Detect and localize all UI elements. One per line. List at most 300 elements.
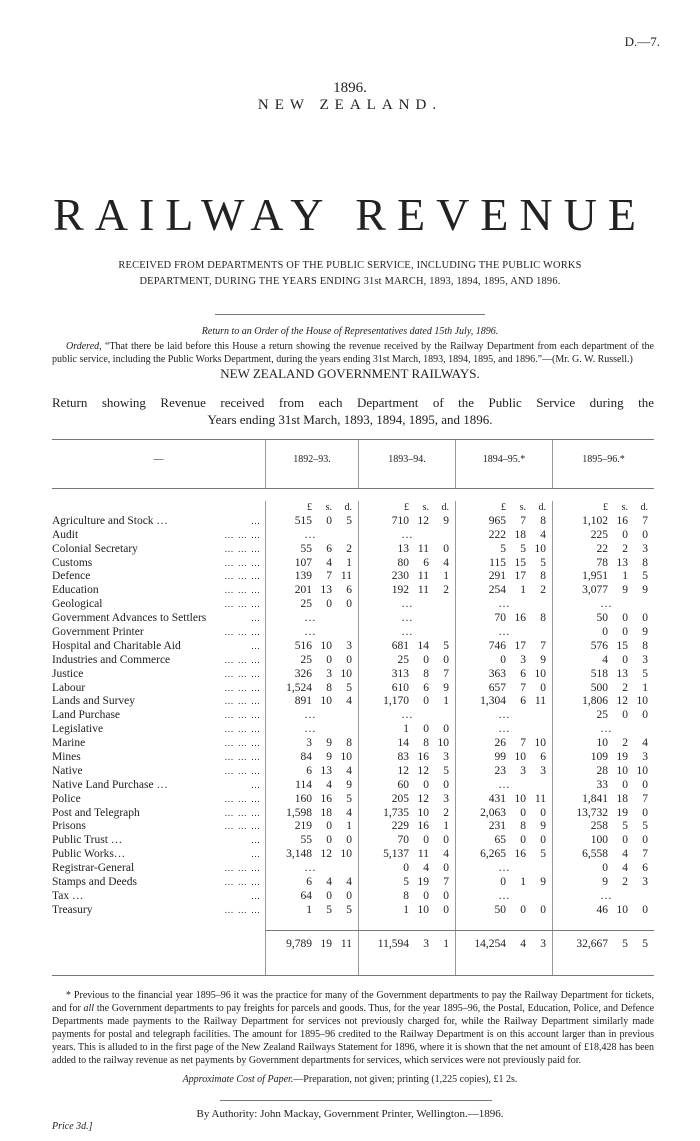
pence: 3	[642, 876, 648, 889]
amount-cell	[552, 918, 654, 930]
pence: 5	[540, 848, 546, 861]
pounds: 0	[500, 653, 506, 666]
table-row	[52, 876, 654, 890]
amount-cell	[552, 820, 654, 834]
pence: 10	[534, 667, 546, 680]
row-label	[52, 876, 265, 890]
amount-cell	[358, 501, 455, 515]
table-row	[52, 890, 654, 904]
pounds: 80	[397, 556, 409, 569]
pounds: 746	[488, 639, 506, 652]
shillings: 4	[423, 862, 429, 875]
department-name: Audit	[52, 528, 79, 541]
amount-cell	[358, 737, 455, 751]
row-label	[52, 654, 265, 668]
row-label	[52, 543, 265, 557]
pence: 8	[540, 514, 546, 527]
pounds: 431	[488, 792, 506, 805]
pence: 4	[642, 737, 648, 750]
empty-value: …	[600, 723, 612, 736]
shillings: 13	[320, 584, 332, 597]
amount-cell	[552, 515, 654, 529]
amount-cell	[455, 723, 552, 737]
shillings: 0	[326, 653, 332, 666]
amount-cell	[358, 557, 455, 571]
pounds: 1,598	[286, 806, 312, 819]
table-row	[52, 640, 654, 654]
department-name: Hospital and Charitable Aid	[52, 639, 181, 652]
divider	[220, 1100, 492, 1101]
amount-cell	[552, 598, 654, 612]
shillings: 10	[320, 639, 332, 652]
shillings: 15	[514, 556, 526, 569]
pounds: 518	[590, 667, 608, 680]
leader-dots: … … …	[224, 668, 261, 679]
empty-value	[462, 955, 546, 975]
pence: 5	[642, 667, 648, 680]
pounds: 114	[295, 778, 312, 791]
amount-cell	[552, 543, 654, 557]
pence: 5	[346, 514, 352, 527]
shillings: 2	[622, 737, 628, 750]
shillings: 0	[622, 626, 628, 639]
row-label	[52, 584, 265, 598]
table-row	[52, 515, 654, 529]
pence: 0	[346, 834, 352, 847]
leader-dots: … … …	[224, 904, 261, 915]
section-title: NEW ZEALAND GOVERNMENT RAILWAYS.	[220, 366, 480, 381]
pounds: 70	[397, 834, 409, 847]
pounds: 515	[294, 514, 312, 527]
pence: 9	[346, 778, 352, 791]
column-header: 1894–95.*	[455, 440, 552, 488]
shillings: 0	[326, 598, 332, 611]
table-row	[52, 557, 654, 571]
pounds: 229	[391, 820, 409, 833]
shillings: 12	[320, 848, 332, 861]
pounds: 222	[488, 528, 506, 541]
pence: 5	[346, 903, 352, 916]
cost-of-paper	[0, 1073, 700, 1086]
amount-cell	[265, 931, 358, 955]
pence: 4	[346, 806, 352, 819]
table-row	[52, 834, 654, 848]
pounds: 1,841	[582, 792, 608, 805]
row-label	[52, 820, 265, 834]
amount-cell	[358, 918, 455, 930]
row-label	[52, 709, 265, 723]
amount-cell	[455, 695, 552, 709]
amount-cell	[552, 876, 654, 890]
shillings: 9	[622, 584, 628, 597]
pounds: 6,558	[582, 848, 608, 861]
amount-cell	[455, 955, 552, 975]
amount-cell	[552, 501, 654, 515]
pence: 11	[340, 570, 352, 583]
shillings: 16	[417, 751, 429, 764]
shillings: 14	[417, 639, 429, 652]
amount-cell	[265, 904, 358, 918]
pence: 1	[443, 820, 449, 833]
pence: 1	[443, 570, 449, 583]
footnote	[52, 989, 654, 1067]
pounds: 25	[397, 653, 409, 666]
pounds: 60	[397, 778, 409, 791]
amount-cell	[455, 876, 552, 890]
leader-dots: … … …	[224, 557, 261, 568]
amount-cell	[552, 612, 654, 626]
pence: 10	[340, 667, 352, 680]
shillings: 17	[514, 570, 526, 583]
pence: 2	[346, 542, 352, 555]
row-label	[52, 529, 265, 543]
subtitle-line-2: DEPARTMENT, DURING THE YEARS ENDING 31st MARCH, 1893, 1894, 1895, AND 1896.	[139, 276, 561, 287]
pounds: 5	[403, 876, 409, 889]
pounds: 1,102	[582, 514, 608, 527]
pounds: 22	[596, 542, 608, 555]
shillings: 13	[616, 667, 628, 680]
amount-cell	[455, 834, 552, 848]
shillings: 4	[622, 862, 628, 875]
row-label	[52, 501, 265, 515]
department-name: Agriculture and Stock …	[52, 514, 168, 527]
row-label	[52, 598, 265, 612]
amount-cell	[358, 862, 455, 876]
empty-value	[365, 955, 449, 975]
pounds: 83	[397, 751, 409, 764]
amount-cell	[455, 779, 552, 793]
amount-cell	[265, 501, 358, 515]
leader-dots: … … …	[224, 821, 261, 832]
amount-cell	[455, 709, 552, 723]
table-row	[52, 654, 654, 668]
pounds: 13	[397, 542, 409, 555]
shillings: 11	[417, 848, 429, 861]
amount-cell	[265, 682, 358, 696]
row-label	[52, 557, 265, 571]
table-row	[52, 584, 654, 598]
table-row	[52, 820, 654, 834]
shillings: 16	[616, 514, 628, 527]
pence: 6	[642, 862, 648, 875]
department-name: Legislative	[52, 723, 104, 736]
shillings: 7	[520, 514, 526, 527]
table-bottom-rule	[52, 975, 654, 976]
unit-label: d.	[640, 502, 648, 513]
pounds: 160	[294, 792, 312, 805]
header-rule	[52, 488, 654, 489]
pence: 0	[443, 542, 449, 555]
pounds: 3,077	[582, 584, 608, 597]
amount-cell	[455, 820, 552, 834]
pence: 3	[443, 792, 449, 805]
department-name: Government Printer	[52, 626, 144, 639]
amount-cell	[552, 737, 654, 751]
pence: 7	[642, 792, 648, 805]
pence: 6	[540, 751, 546, 764]
pence: 10	[534, 737, 546, 750]
pence: 5	[642, 570, 648, 583]
table-row	[52, 570, 654, 584]
row-label	[52, 612, 265, 626]
shillings: 10	[616, 903, 628, 916]
amount-cell	[552, 570, 654, 584]
amount-cell	[455, 515, 552, 529]
amount-cell	[455, 654, 552, 668]
table-row	[52, 709, 654, 723]
amount-cell	[552, 890, 654, 904]
amount-cell	[552, 529, 654, 543]
table-row	[52, 695, 654, 709]
pounds: 1	[403, 723, 409, 736]
pence: 5	[540, 556, 546, 569]
amount-cell	[358, 765, 455, 779]
amount-cell	[265, 709, 358, 723]
empty-value: …	[401, 626, 413, 639]
shillings: 18	[514, 528, 526, 541]
shillings: 6	[520, 667, 526, 680]
shillings: 12	[417, 792, 429, 805]
leader-dots: …	[251, 835, 261, 846]
shillings: 0	[423, 778, 429, 791]
amount-cell	[552, 709, 654, 723]
shillings: 7	[520, 681, 526, 694]
shillings: 10	[514, 792, 526, 805]
amount-cell	[552, 751, 654, 765]
table-row	[52, 682, 654, 696]
amount-cell	[455, 793, 552, 807]
empty-value	[564, 918, 648, 930]
department-name: Stamps and Deeds	[52, 876, 137, 889]
shillings: 5	[326, 903, 332, 916]
amount-cell	[455, 751, 552, 765]
amount-cell	[358, 876, 455, 890]
empty-value: …	[304, 528, 316, 541]
amount-cell	[265, 515, 358, 529]
pence: 8	[540, 612, 546, 625]
department-name: Mines	[52, 751, 81, 764]
pence: 2	[443, 584, 449, 597]
pounds: 3,148	[286, 848, 312, 861]
row-label	[52, 848, 265, 862]
pence: 0	[443, 723, 449, 736]
empty-value: …	[498, 723, 510, 736]
department-name: Treasury	[52, 903, 93, 916]
empty-value: …	[498, 862, 510, 875]
unit-label: s.	[325, 502, 332, 513]
pence: 0	[443, 653, 449, 666]
amount-cell	[265, 668, 358, 682]
empty-value: …	[498, 626, 510, 639]
department-name: Police	[52, 792, 81, 805]
amount-cell	[455, 570, 552, 584]
column-header: 1892–93.	[265, 440, 358, 488]
pounds: 10	[596, 737, 608, 750]
shillings: 0	[423, 834, 429, 847]
shillings: 1	[520, 584, 526, 597]
amount-cell	[358, 682, 455, 696]
shillings: 18	[320, 806, 332, 819]
unit-label: s.	[621, 502, 628, 513]
footnote-emphasis: all	[83, 1003, 95, 1014]
pounds: 14,254	[474, 937, 506, 950]
amount-cell	[552, 723, 654, 737]
amount-cell	[265, 612, 358, 626]
row-label	[52, 807, 265, 821]
pence: 10	[636, 764, 648, 777]
pence: 1	[346, 556, 352, 569]
department-name: Native	[52, 764, 83, 777]
amount-cell	[455, 682, 552, 696]
department-name: Land Purchase	[52, 709, 121, 722]
pounds: 230	[391, 570, 409, 583]
shillings: 15	[616, 639, 628, 652]
shillings: 0	[423, 889, 429, 902]
amount-cell	[358, 543, 455, 557]
leader-dots: …	[251, 849, 261, 860]
amount-cell	[358, 695, 455, 709]
leader-dots: … … …	[224, 738, 261, 749]
pence: 1	[642, 681, 648, 694]
pounds: 50	[596, 612, 608, 625]
leader-dots: … … …	[224, 543, 261, 554]
unit-label: d.	[538, 502, 546, 513]
table-row	[52, 723, 654, 737]
leader-dots: … … …	[224, 752, 261, 763]
amount-cell	[265, 918, 358, 930]
pence: 0	[642, 834, 648, 847]
shillings: 4	[326, 778, 332, 791]
pounds: 8	[403, 889, 409, 902]
table-row	[52, 626, 654, 640]
pounds: 1,304	[480, 695, 506, 708]
pence: 5	[346, 681, 352, 694]
amount-cell	[358, 570, 455, 584]
shillings: 7	[326, 570, 332, 583]
shillings: 0	[622, 653, 628, 666]
amount-cell	[552, 807, 654, 821]
row-label	[52, 695, 265, 709]
shillings: 6	[423, 556, 429, 569]
table-header-row	[52, 440, 654, 488]
pounds: 1	[306, 903, 312, 916]
unit-label: £	[307, 502, 312, 513]
ordered-label: Ordered,	[66, 341, 102, 352]
leader-dots: … … …	[224, 571, 261, 582]
pence: 4	[443, 556, 449, 569]
pounds: 115	[489, 556, 506, 569]
pence: 3	[642, 751, 648, 764]
amount-cell	[552, 682, 654, 696]
amount-cell	[552, 640, 654, 654]
leader-dots: … … …	[224, 807, 261, 818]
amount-cell	[265, 955, 358, 975]
pence: 9	[642, 584, 648, 597]
shillings: 6	[520, 695, 526, 708]
pence: 7	[642, 848, 648, 861]
pence: 10	[340, 848, 352, 861]
pounds: 25	[300, 653, 312, 666]
shillings: 16	[514, 612, 526, 625]
pence: 4	[346, 695, 352, 708]
pounds: 610	[391, 681, 409, 694]
pounds: 681	[391, 639, 409, 652]
shillings: 0	[423, 695, 429, 708]
pounds: 363	[488, 667, 506, 680]
pounds: 965	[488, 514, 506, 527]
amount-cell	[265, 820, 358, 834]
pounds: 231	[488, 820, 506, 833]
pence: 0	[443, 778, 449, 791]
leader-dots: … … …	[224, 654, 261, 665]
pounds: 109	[590, 751, 608, 764]
leader-dots: …	[251, 515, 261, 526]
pence: 0	[540, 834, 546, 847]
shillings: 7	[520, 737, 526, 750]
pence: 0	[642, 903, 648, 916]
amount-cell	[552, 955, 654, 975]
amount-cell	[455, 557, 552, 571]
shillings: 4	[326, 876, 332, 889]
pounds: 100	[590, 834, 608, 847]
pounds: 1,951	[582, 570, 608, 583]
pence: 3	[642, 653, 648, 666]
amount-cell	[265, 654, 358, 668]
pounds: 9	[602, 876, 608, 889]
pence: 0	[443, 862, 449, 875]
pounds: 25	[596, 709, 608, 722]
shillings: 19	[616, 806, 628, 819]
pounds: 33	[596, 778, 608, 791]
department-name: Tax …	[52, 889, 84, 902]
table-row	[52, 751, 654, 765]
shillings: 0	[326, 889, 332, 902]
amount-cell	[358, 890, 455, 904]
pence: 4	[346, 764, 352, 777]
department-name: Customs	[52, 556, 93, 569]
pence: 5	[642, 820, 648, 833]
table-row	[52, 807, 654, 821]
row-label	[52, 931, 265, 955]
department-name: Public Works…	[52, 848, 126, 861]
shillings: 12	[417, 764, 429, 777]
pence: 9	[540, 876, 546, 889]
pence: 10	[534, 542, 546, 555]
cost-label: Approximate Cost of Paper.	[182, 1074, 294, 1085]
amount-cell	[455, 543, 552, 557]
shillings: 0	[326, 834, 332, 847]
department-name: Post and Telegraph	[52, 806, 140, 819]
pence: 9	[443, 681, 449, 694]
amount-cell	[358, 793, 455, 807]
pence: 11	[340, 937, 352, 950]
empty-value: …	[600, 598, 612, 611]
row-label	[52, 515, 265, 529]
pence: 10	[340, 751, 352, 764]
department-name: Defence	[52, 570, 91, 583]
pence: 7	[443, 667, 449, 680]
amount-cell	[358, 640, 455, 654]
row-label	[52, 890, 265, 904]
amount-cell	[265, 626, 358, 640]
pence: 0	[540, 681, 546, 694]
amount-cell	[455, 848, 552, 862]
spacer-row	[52, 955, 654, 975]
row-label	[52, 779, 265, 793]
leader-dots: … … …	[224, 710, 261, 721]
empty-value: …	[498, 778, 510, 791]
pounds: 3	[306, 737, 312, 750]
